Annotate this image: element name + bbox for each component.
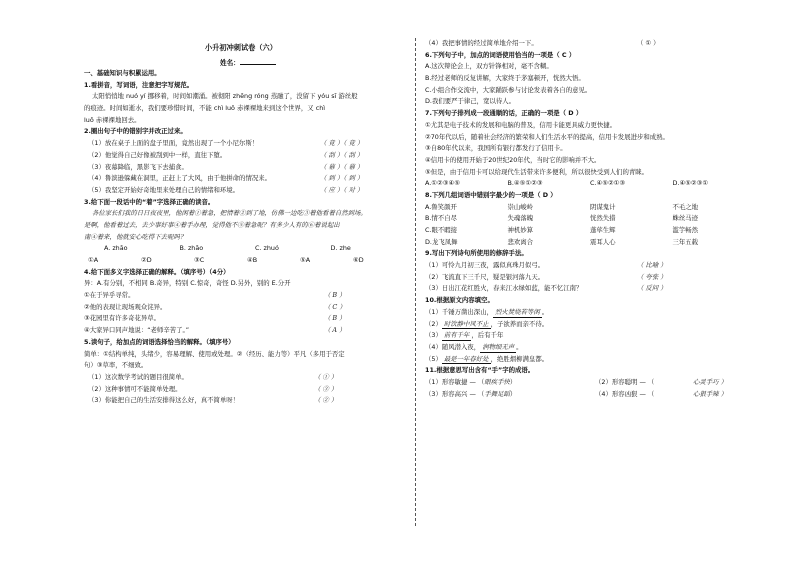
option[interactable]: B. zhāo: [179, 244, 204, 253]
item-text: （2）: [425, 319, 442, 328]
q3-passage: 各位家长们我的日日夜夜里，他闲着①着急，把情着②到了地，仿佛一边吃③着他看着自然到场。: [92, 209, 367, 218]
word: 阴谋鬼计: [590, 202, 616, 211]
q9-list: [425, 262, 755, 297]
name-blank[interactable]: [240, 58, 276, 65]
word: 崇山峻岭: [507, 202, 534, 211]
item-text: （1）可怜九月初三夜，露似真珠月似弓。: [425, 261, 545, 270]
word: B.情不自尽: [425, 214, 457, 223]
q3-passage: 是啊，他看着过去，去少事好事④着手办理，觉得他不⑤着急呢？有多少人有的⑥着说起出: [84, 220, 340, 229]
item-text: （4）随风潜入夜，: [425, 342, 481, 351]
option[interactable]: B.经过老师的反复讲解，大家终于茅塞顿开，恍然大悟。: [425, 74, 585, 83]
option[interactable]: D.④⑤②③①: [672, 179, 709, 188]
word: 蛛丝马迹: [672, 214, 699, 223]
item-text: ）: [509, 389, 517, 398]
option[interactable]: C. zhuó: [255, 244, 279, 253]
option[interactable]: A. zhāo: [104, 244, 128, 253]
answer[interactable]: （ 夸张 ）: [637, 272, 667, 281]
option[interactable]: D. zhe: [330, 244, 351, 253]
word: 悲欢离合: [507, 237, 534, 246]
item-text: （3）: [425, 331, 442, 340]
item-text: （2）这种事情可不能简单处理。: [88, 384, 182, 393]
item-text: （3）日出江花红胜火，春来江水绿如蓝，能不忆江南？: [425, 284, 583, 293]
right-column: [425, 40, 755, 402]
item-text: （4）形容凶狠 — （: [595, 389, 655, 398]
answer[interactable]: （ 竟 ）（ 竟 ）: [320, 139, 364, 148]
word: 震耳人心: [590, 237, 616, 246]
word: 恍然失措: [590, 214, 616, 223]
option[interactable]: A.这次辩论会上，双方针锋相对，毫不含糊。: [425, 62, 553, 71]
q8-list: [425, 204, 755, 251]
word: 失魂落魄: [507, 214, 534, 223]
answer[interactable]: （ 幕 ）（ 幕 ）: [320, 162, 364, 171]
q1-line: 太阳悄悄地 nuó yí 挪移着，时间如潮涌。被彻阳 zhēng róng 蒸融了，没留下 yóu sī 游丝般: [92, 92, 358, 101]
list-item: [425, 391, 755, 403]
question-8: 8.下列几组词语中错别字最少的一项是（ D ）: [425, 190, 557, 199]
sentence: ①尤其是电子技术的发展和电脑的普及，信用卡能更具威力更快捷。: [425, 120, 617, 129]
q4-list: [84, 292, 406, 339]
answer[interactable]: （ ③ ）: [314, 384, 338, 393]
question-3: 3.给下面一段话中的“着”字选择正确的读音。: [84, 197, 215, 206]
q5-definitions: 句）③草率，不细致。: [84, 361, 148, 370]
answer[interactable]: （ C ）: [324, 302, 346, 311]
answer[interactable]: （ ① ）: [314, 372, 338, 381]
left-column: [84, 70, 406, 409]
option-row[interactable]: [425, 227, 755, 239]
question-1: 1.看拼音，写词语，注意把字写规范。: [84, 80, 194, 89]
answer[interactable]: （ 到 ）（ 到 ）: [320, 174, 364, 183]
answer[interactable]: ⑥D: [353, 256, 364, 264]
item-text: （5）我坚定开始好奇地里来处理自己的情绪和环境。: [88, 185, 240, 194]
answer[interactable]: （ A ）: [324, 326, 346, 335]
question-9: 9.写出下列诗句所使用的修辞手法。: [425, 249, 528, 258]
word: 蓬荜生辉: [590, 226, 616, 234]
list-item: [84, 187, 406, 199]
answer[interactable]: 时饮静中风不止: [443, 319, 489, 328]
q1-line: 的痕迹。时间如逝水，我们要珍惜时间，不能 chì luǒ 赤裸裸地来到这个世界，又 chì: [84, 104, 326, 113]
exam-title: 小升初冲刺试卷（六）: [205, 43, 277, 52]
item-text: （1）这次数学考试的题目很简单。: [88, 372, 188, 381]
sentence: ②70年代以后，随着社会经济的繁荣和人们生活水平的提高，信用卡发展进步和成熟。: [425, 132, 669, 141]
item-text: ，后有千年: [471, 331, 504, 340]
sentence: ④信用卡的使用开始于20世纪20年代，当时它的影响并不大。: [425, 155, 601, 164]
answer[interactable]: （ 应 ）（ 对 ）: [320, 185, 364, 194]
item-text: ①在于异乎寻常。: [84, 291, 135, 300]
item-text: ③花园里有许多奇花异草。: [84, 314, 161, 323]
q5-definitions: 简单：①结构单纯，头绪少，容易理解、使用或处理。②（经历、能力等）平凡（多用于否定: [84, 349, 345, 358]
item-text: （1）形容敏捷 — （: [425, 377, 485, 386]
word: D.龙飞凤舞: [425, 237, 458, 246]
option[interactable]: B.④⑤①②③: [507, 179, 543, 188]
option[interactable]: A.①②③④⑤: [425, 179, 460, 188]
answer[interactable]: （ 比喻 ）: [637, 261, 667, 270]
item-text: ②他的表现让现场观众诧异。: [84, 302, 167, 311]
column-divider: [415, 38, 416, 526]
sentence: ③自80年代以来，我国所有银行都发行了信用卡。: [425, 144, 567, 153]
answer[interactable]: （ ② ）: [314, 396, 338, 405]
question-4: 4.给下面多义字选择正确的解释。（填序号）（4分）: [84, 267, 230, 276]
question-10: 10.根据原文内容填空。: [425, 296, 494, 305]
question-6: 6.下列句子中，加点的词语使用恰当的一项是（ C ）: [425, 50, 576, 59]
answer[interactable]: 润物细无声: [482, 342, 515, 351]
answer[interactable]: 心狠手辣 ）: [693, 389, 727, 398]
answer[interactable]: （ 刮 ）（ 刮 ）: [320, 150, 364, 159]
name-label: 姓名：: [220, 59, 240, 67]
q3-answers: [84, 257, 406, 269]
answer[interactable]: （ B ）: [324, 291, 346, 300]
q5-row: （4）我把事情的经过简单地介绍一下。 （ ① ）: [425, 39, 660, 47]
q2-list: [84, 140, 406, 198]
answer[interactable]: 手舞足蹈: [484, 389, 510, 398]
answer[interactable]: ①A: [88, 256, 99, 264]
item-text: ）: [509, 377, 517, 386]
question-2: 2.圈出句子中的错别字并改正过来。: [84, 127, 187, 136]
word: A.鲁笑颜开: [425, 202, 457, 211]
answer[interactable]: 前有千年: [443, 331, 470, 340]
question-11: 11.根据意思写出含有“手”字的成语。: [425, 366, 535, 375]
item-text: ④大家异口同声地说：“老师辛苦了。”: [84, 326, 190, 335]
name-line: [220, 58, 276, 68]
item-text: （4）鲁滨逊躲藏在洞里，正赶上了大风，由于他拼命的情况来。: [88, 174, 272, 183]
list-item: [84, 397, 406, 409]
answer[interactable]: ②D: [141, 256, 152, 264]
answer[interactable]: （ B ）: [324, 314, 346, 323]
option[interactable]: D.我们要严于律己，宽以待人。: [425, 97, 516, 106]
q1-line: luǒ 赤裸裸地回去。: [84, 115, 141, 124]
section-heading: 一、基础知识与积累运用。: [84, 69, 161, 77]
question-7: 7.下列句子排列成一段通顺的话，正确的一项是（ D ）: [425, 109, 583, 118]
item-text: （2）飞流直下三千尺，疑是银河落九天。: [425, 272, 545, 281]
option[interactable]: C.小组合作交流中，大家踊跃参与讨论发表着各自的意见。: [425, 85, 592, 94]
answer[interactable]: 心灵手巧 ）: [693, 377, 727, 386]
q7-list: [425, 122, 755, 180]
item-text: ，绝胜烟柳满皇都。: [490, 354, 549, 363]
word: 神机妙算: [507, 226, 534, 234]
q6-list: [425, 63, 755, 110]
list-item: [425, 309, 755, 321]
q10-list: [425, 309, 755, 367]
item-text: （2）他觉得自己好像被刮到中一样，直往下堕。: [88, 150, 227, 159]
option[interactable]: C.④⑤②①③: [590, 179, 626, 188]
item-text: （1）放在桌子上面的盘子里面，竟然出现了一个小尼尔斯！: [88, 139, 259, 148]
item-text: 。: [541, 307, 549, 316]
item-text: （3）你能把自己的生活安排得这么好，真不简单呀！: [88, 396, 240, 405]
sentence: ⑤但是，由于信用卡可以给现代生活带来许多便利，所以很快受到人们的青睐。: [425, 167, 649, 176]
word: 滥竽畅然: [672, 226, 699, 234]
answer[interactable]: 烈火焚烧若等闲: [494, 307, 540, 316]
q4-definitions: 异：A.有分别，不相同 B.奇异，特别 C.惊奇，奇怪 D.另外，别的 E.分开: [84, 279, 291, 288]
answer[interactable]: ⑤A: [300, 256, 311, 264]
item-text: （5）: [425, 354, 442, 363]
answer[interactable]: ③C: [194, 256, 205, 264]
item-text: 。: [516, 342, 523, 351]
answer[interactable]: 最是一年春好处: [443, 354, 489, 363]
list-item: [425, 344, 755, 356]
item-text: （2）形容聪明 — （: [595, 377, 655, 386]
word: C.眼不暇接: [425, 226, 458, 234]
answer[interactable]: （ 反问 ）: [637, 284, 667, 293]
q11-list: [425, 379, 755, 402]
item-text: （3）夜幕降临，黑影飞下去捕食。: [88, 162, 188, 171]
q3-passage: 南④着来，他就安心吃得下去呢吗？: [84, 232, 187, 241]
q5-list: [84, 374, 406, 409]
question-5: 5.读句子，给加点的词语选择恰当的解释。（填序号）: [84, 337, 235, 346]
item-text: （3）形容高兴 — （: [425, 389, 485, 398]
item-text: （1）千锤万凿出深山，: [425, 307, 493, 316]
answer[interactable]: ④B: [247, 256, 258, 264]
word: 不毛之地: [672, 202, 699, 211]
item-text: ，子欲养而亲不待。: [490, 319, 549, 328]
word: 三年五载: [672, 237, 699, 246]
answer[interactable]: （ ① ）: [637, 39, 660, 47]
answer[interactable]: 眼疾手快: [484, 377, 510, 386]
